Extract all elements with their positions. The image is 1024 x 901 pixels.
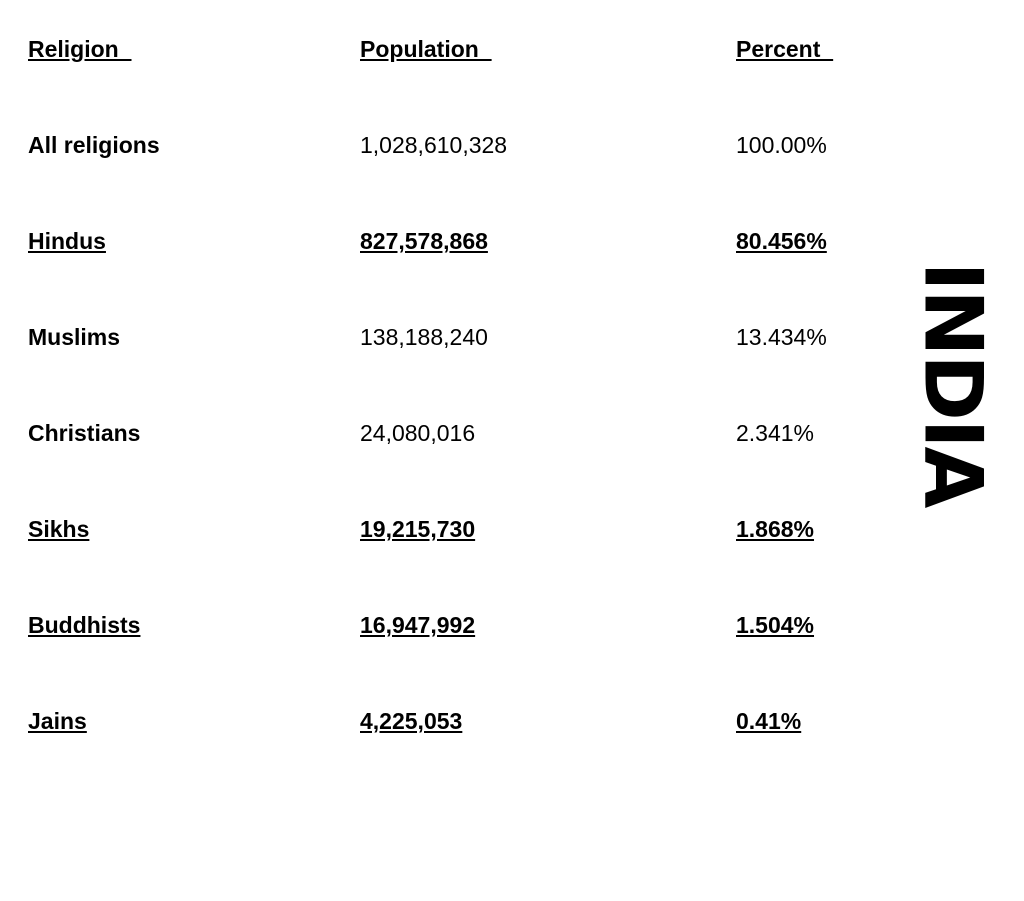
religion-name: Jains (28, 708, 87, 734)
percent-value: 2.341% (736, 420, 815, 446)
table-row (28, 221, 888, 261)
percent-value: 13.434% (736, 324, 827, 350)
population-value: 827,578,868 (360, 228, 488, 254)
table-row (28, 701, 888, 741)
population-value: 1,028,610,328 (360, 132, 508, 158)
percent-value: 1.504% (736, 612, 815, 638)
header-population: Population (360, 36, 492, 62)
table-row (28, 605, 888, 645)
table-row (28, 509, 888, 549)
side-title-text: INDIA (906, 261, 999, 507)
table-row (28, 317, 888, 357)
religion-name: All religions (28, 132, 160, 158)
religion-name: Sikhs (28, 516, 90, 542)
population-value: 4,225,053 (360, 708, 463, 734)
table-header-row (28, 29, 888, 69)
population-value: 16,947,992 (360, 612, 476, 638)
religion-name: Muslims (28, 324, 121, 350)
religion-table (28, 0, 888, 768)
religion-name: Christians (28, 420, 141, 446)
population-value: 19,215,730 (360, 516, 476, 542)
table-row (28, 413, 888, 453)
population-value: 138,188,240 (360, 324, 488, 350)
percent-value: 80.456% (736, 228, 827, 254)
header-percent: Percent (736, 36, 834, 62)
percent-value: 100.00% (736, 132, 827, 158)
religion-name: Hindus (28, 228, 106, 254)
percent-value: 1.868% (736, 516, 815, 542)
header-religion: Religion (28, 36, 132, 62)
religion-name: Buddhists (28, 612, 141, 638)
table-row (28, 125, 888, 165)
side-title (906, 261, 999, 507)
percent-value: 0.41% (736, 708, 802, 734)
population-value: 24,080,016 (360, 420, 476, 446)
